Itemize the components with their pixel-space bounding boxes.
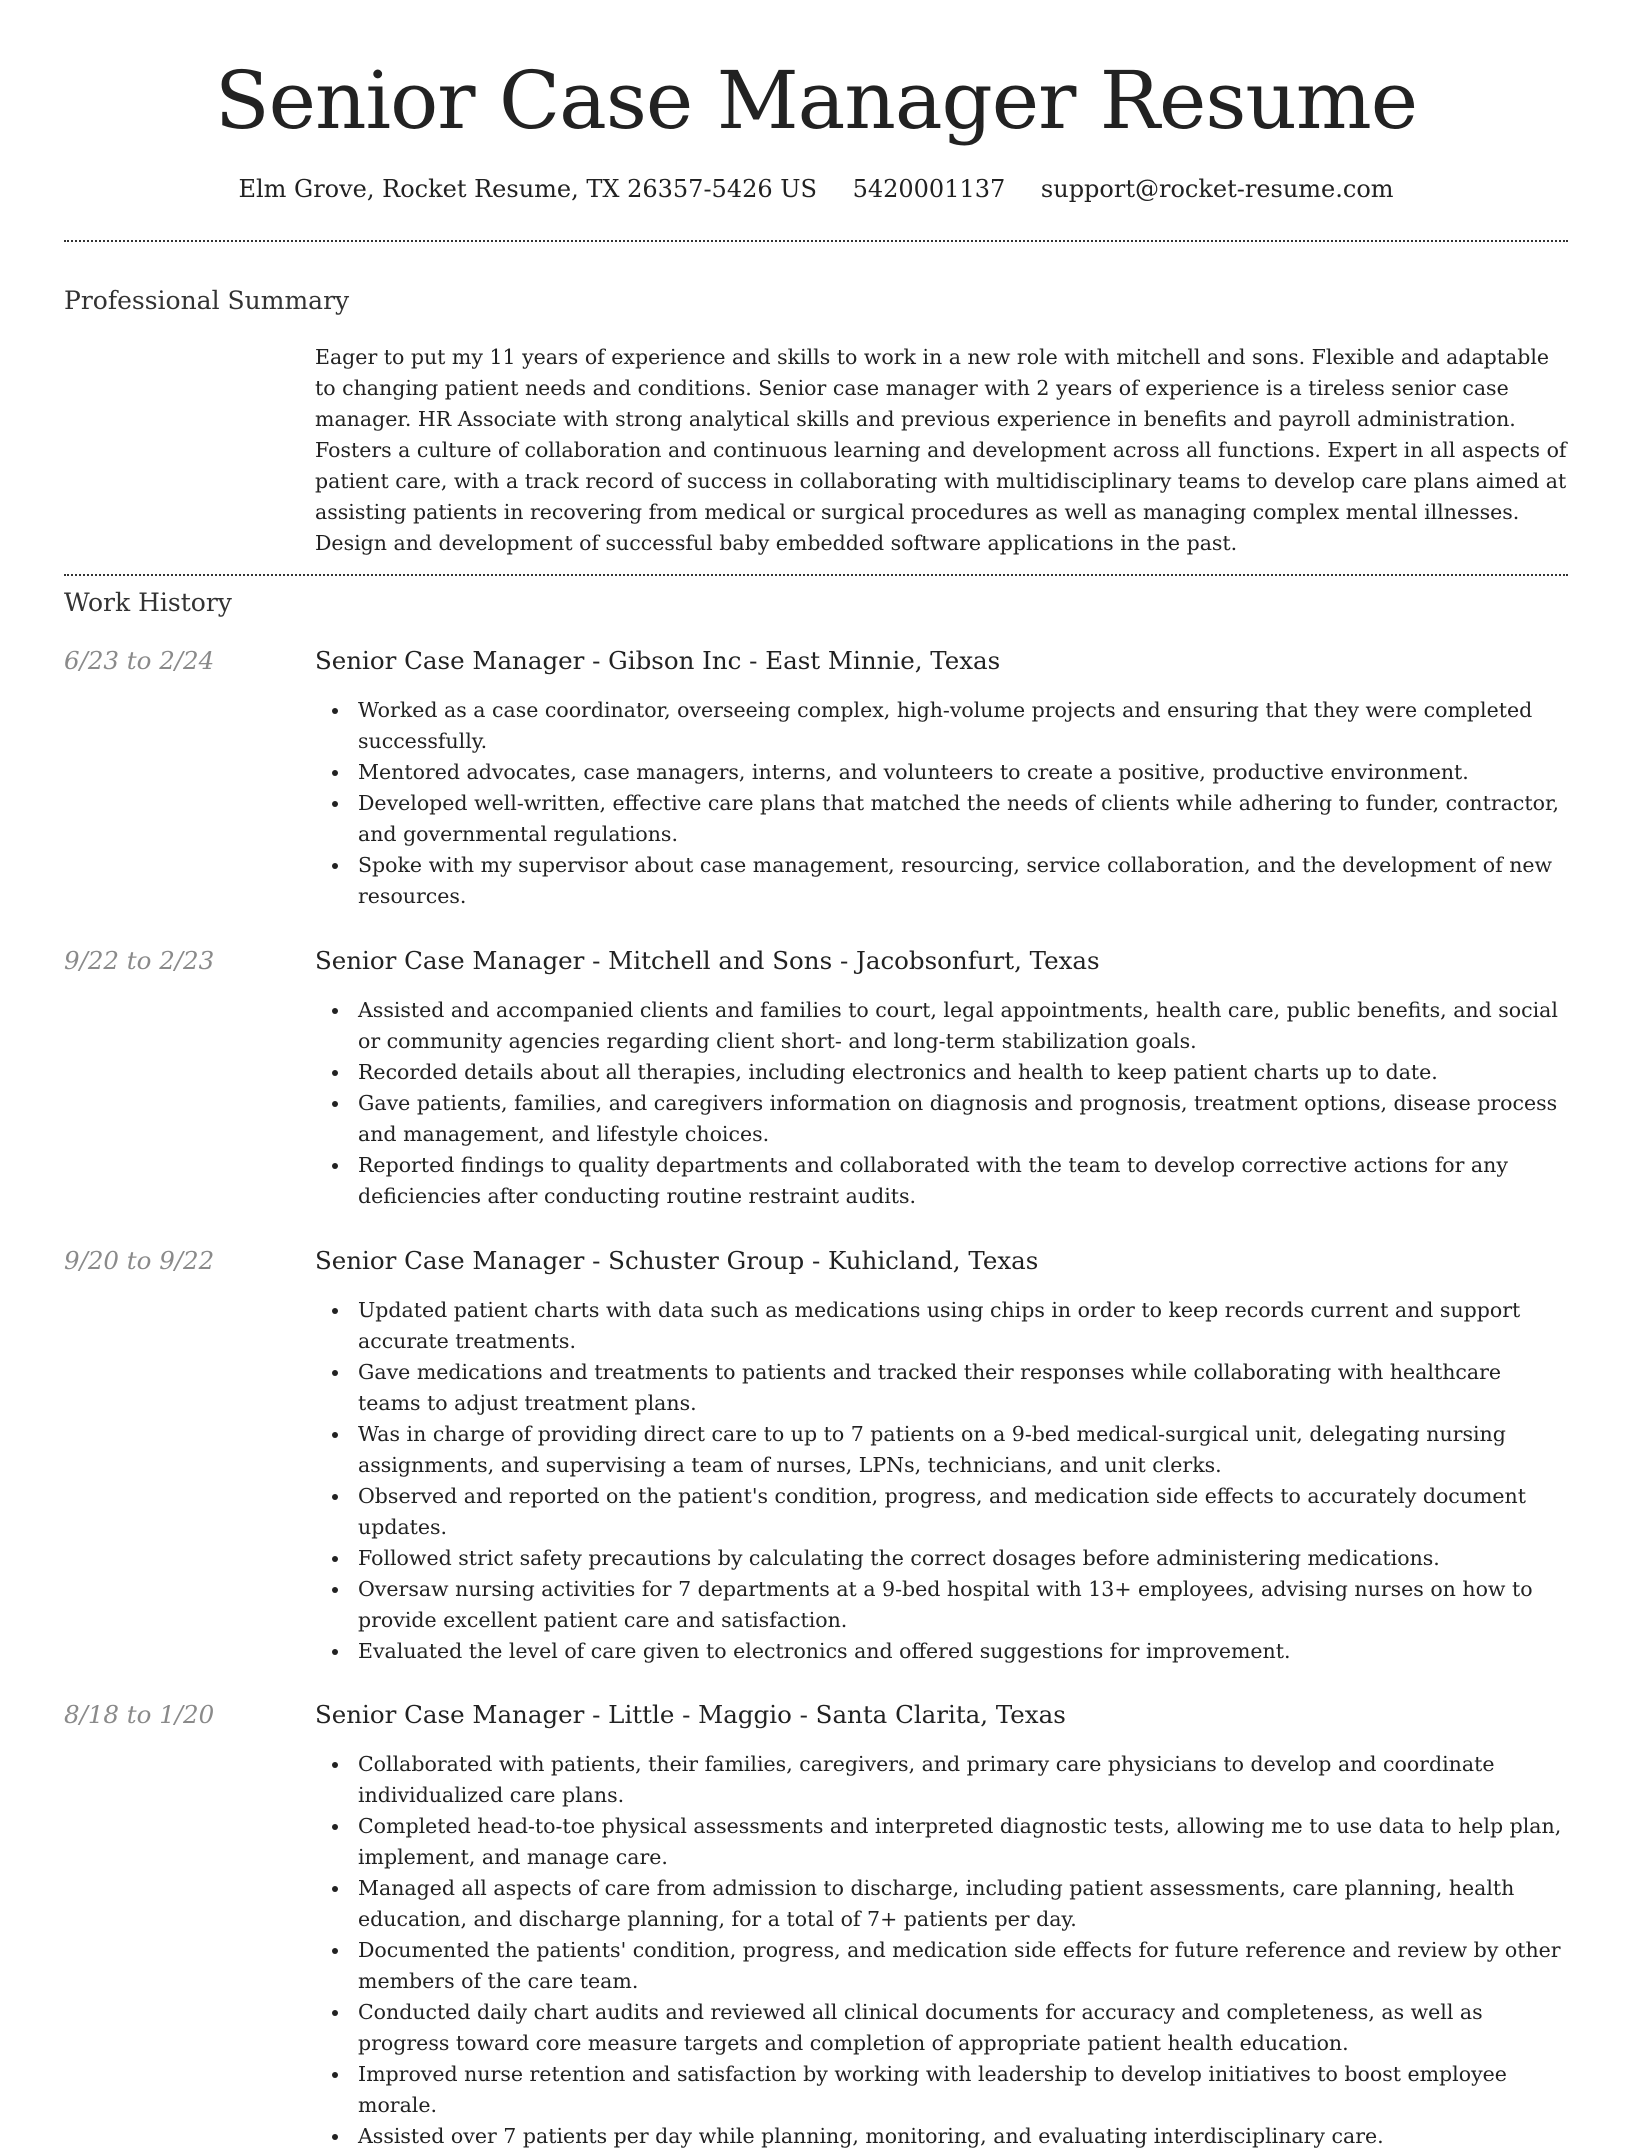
job-duty: Conducted daily chart audits and reviewed all clinical documents for accuracy and completeness, as well as progress toward core measure targets and completion of appropriate patient health education. xyxy=(358,1997,1568,2059)
summary-divider xyxy=(64,574,1568,576)
job-duty: Gave medications and treatments to patients and tracked their responses while collaborating with healthcare teams to adjust treatment plans. xyxy=(358,1357,1568,1419)
header-divider xyxy=(64,240,1568,242)
job-duty: Assisted over 7 patients per day while planning, monitoring, and evaluating interdisciplinary care. xyxy=(358,2121,1568,2152)
job-duty: Documented the patients' condition, progress, and medication side effects for future reference and review by other members of the care team. xyxy=(358,1935,1568,1997)
job-duties-list xyxy=(315,1749,1568,2152)
job-duty: Gave patients, families, and caregivers information on diagnosis and prognosis, treatment options, disease process and management, and lifestyle choices. xyxy=(358,1088,1568,1150)
summary-heading: Professional Summary xyxy=(64,286,350,315)
job-duty: Mentored advocates, case managers, interns, and volunteers to create a positive, productive environment. xyxy=(358,757,1568,788)
job-duty: Spoke with my supervisor about case management, resourcing, service collaboration, and the development of new resources. xyxy=(358,850,1568,912)
contact-address: Elm Grove, Rocket Resume, TX 26357-5426 US xyxy=(238,175,817,203)
job-duties-list xyxy=(315,1295,1568,1667)
contact-phone: 5420001137 xyxy=(852,175,1006,203)
job-title: Senior Case Manager - Mitchell and Sons - Jacobsonfurt, Texas xyxy=(315,946,1100,975)
contact-email: support@rocket-resume.com xyxy=(1040,175,1394,203)
job-duty: Was in charge of providing direct care to up to 7 patients on a 9-bed medical-surgical unit, delegating nursing assignments, and supervising a team of nurses, LPNs, technicians, and unit clerks. xyxy=(358,1419,1568,1481)
job-duty: Improved nurse retention and satisfaction by working with leadership to develop initiatives to boost employee morale. xyxy=(358,2059,1568,2121)
resume-title: Senior Case Manager Resume xyxy=(214,54,1418,147)
job-duty: Developed well-written, effective care plans that matched the needs of clients while adhering to funder, contractor, and governmental regulations. xyxy=(358,788,1568,850)
job-duty: Updated patient charts with data such as medications using chips in order to keep records current and support accurate treatments. xyxy=(358,1295,1568,1357)
job-duty: Completed head-to-toe physical assessments and interpreted diagnostic tests, allowing me to use data to help plan, implement, and manage care. xyxy=(358,1811,1568,1873)
job-duties-list xyxy=(315,995,1568,1212)
job-duty: Managed all aspects of care from admission to discharge, including patient assessments, care planning, health education, and discharge planning, for a total of 7+ patients per day. xyxy=(358,1873,1568,1935)
job-title: Senior Case Manager - Gibson Inc - East Minnie, Texas xyxy=(315,646,1001,675)
job-duty: Oversaw nursing activities for 7 departments at a 9-bed hospital with 13+ employees, advising nurses on how to provide excellent patient care and satisfaction. xyxy=(358,1574,1568,1636)
job-duty: Observed and reported on the patient's condition, progress, and medication side effects to accurately document updates. xyxy=(358,1481,1568,1543)
job-duty: Evaluated the level of care given to electronics and offered suggestions for improvement. xyxy=(358,1636,1568,1667)
job-duty: Collaborated with patients, their families, caregivers, and primary care physicians to develop and coordinate individualized care plans. xyxy=(358,1749,1568,1811)
job-duty: Reported findings to quality departments and collaborated with the team to develop corrective actions for any deficiencies after conducting routine restraint audits. xyxy=(358,1150,1568,1212)
job-dates: 6/23 to 2/24 xyxy=(64,646,215,675)
job-duty: Recorded details about all therapies, including electronics and health to keep patient charts up to date. xyxy=(358,1057,1568,1088)
job-title: Senior Case Manager - Little - Maggio - Santa Clarita, Texas xyxy=(315,1700,1066,1729)
job-dates: 9/20 to 9/22 xyxy=(64,1246,215,1275)
summary-text: Eager to put my 11 years of experience and skills to work in a new role with mitchell and sons. Flexible and adaptable to changing patient needs and conditions. Senior case manager with 2 years of experience is a tireless senior case manager. HR Associate with strong analytical skills and previous experience in benefits and payroll administration. Fosters a culture of collaboration and continuous learning and development across all functions. Expert in all aspects of patient care, with a track record of success in collaborating with multidisciplinary teams to develop care plans aimed at assisting patients in recovering from medical or surgical procedures as well as managing complex mental illnesses. Design and development of successful baby embedded software applications in the past. xyxy=(315,345,1567,555)
job-dates: 8/18 to 1/20 xyxy=(64,1700,215,1729)
job-duty: Followed strict safety precautions by calculating the correct dosages before administering medications. xyxy=(358,1543,1568,1574)
contact-line xyxy=(0,172,1632,206)
job-duty: Worked as a case coordinator, overseeing complex, high-volume projects and ensuring that they were completed successfully. xyxy=(358,695,1568,757)
job-duty: Assisted and accompanied clients and families to court, legal appointments, health care, public benefits, and social or community agencies regarding client short- and long-term stabilization goals. xyxy=(358,995,1568,1057)
work-history-heading: Work History xyxy=(64,588,232,617)
job-title: Senior Case Manager - Schuster Group - Kuhicland, Texas xyxy=(315,1246,1039,1275)
job-duties-list xyxy=(315,695,1568,912)
job-dates: 9/22 to 2/23 xyxy=(64,946,215,975)
